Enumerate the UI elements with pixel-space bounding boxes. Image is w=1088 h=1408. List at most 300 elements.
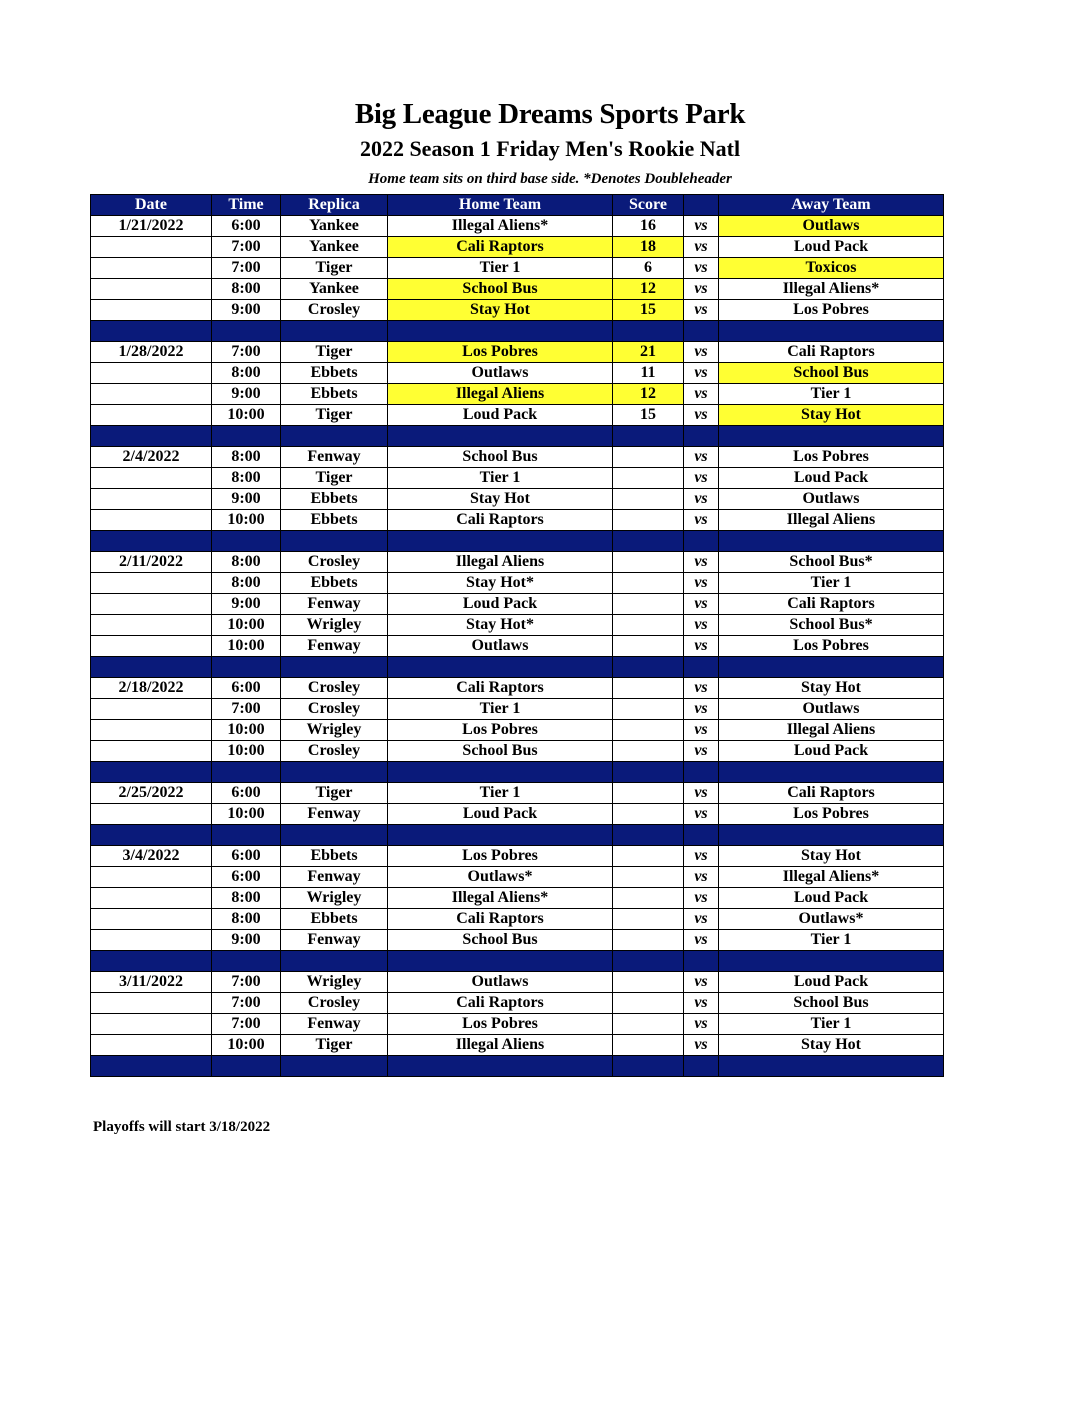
cell-date (91, 720, 212, 741)
separator-cell (613, 1056, 684, 1077)
cell-score (613, 468, 684, 489)
cell-date (91, 1014, 212, 1035)
cell-away-team: Stay Hot (719, 1035, 944, 1056)
week-separator-row (91, 762, 944, 783)
cell-date (91, 510, 212, 531)
cell-home-team: Cali Raptors (388, 678, 613, 699)
cell-home-team: Outlaws (388, 363, 613, 384)
cell-score (613, 552, 684, 573)
cell-home-team: Los Pobres (388, 846, 613, 867)
separator-cell (388, 426, 613, 447)
cell-score (613, 720, 684, 741)
cell-time: 9:00 (212, 384, 281, 405)
cell-replica: Tiger (281, 468, 388, 489)
separator-cell (719, 762, 944, 783)
cell-vs: vs (684, 405, 719, 426)
cell-vs: vs (684, 1014, 719, 1035)
table-row (91, 699, 944, 720)
cell-time: 8:00 (212, 909, 281, 930)
cell-score (613, 510, 684, 531)
cell-vs: vs (684, 258, 719, 279)
playoffs-note: Playoffs will start 3/18/2022 (93, 1119, 271, 1135)
cell-vs: vs (684, 720, 719, 741)
cell-home-team: School Bus (388, 279, 613, 300)
schedule-note: Home team sits on third base side. *Denotes Doubleheader (368, 171, 732, 187)
cell-time: 6:00 (212, 783, 281, 804)
cell-home-team: Stay Hot* (388, 615, 613, 636)
separator-cell (212, 426, 281, 447)
table-row (91, 489, 944, 510)
cell-date (91, 993, 212, 1014)
separator-cell (91, 1056, 212, 1077)
cell-replica: Crosley (281, 699, 388, 720)
separator-cell (613, 762, 684, 783)
cell-vs: vs (684, 972, 719, 993)
table-row (91, 678, 944, 699)
cell-date: 2/11/2022 (91, 552, 212, 573)
separator-cell (388, 1056, 613, 1077)
cell-date: 2/4/2022 (91, 447, 212, 468)
cell-away-team: Loud Pack (719, 888, 944, 909)
cell-home-team: Illegal Aliens (388, 1035, 613, 1056)
cell-time: 8:00 (212, 573, 281, 594)
separator-cell (212, 531, 281, 552)
separator-cell (684, 321, 719, 342)
cell-vs: vs (684, 636, 719, 657)
cell-date (91, 615, 212, 636)
cell-replica: Fenway (281, 1014, 388, 1035)
cell-score (613, 930, 684, 951)
cell-away-team: School Bus* (719, 552, 944, 573)
cell-home-team: Loud Pack (388, 804, 613, 825)
cell-home-team: Illegal Aliens* (388, 216, 613, 237)
cell-vs: vs (684, 1035, 719, 1056)
separator-cell (91, 825, 212, 846)
cell-time: 10:00 (212, 804, 281, 825)
cell-date (91, 363, 212, 384)
cell-time: 8:00 (212, 552, 281, 573)
cell-score: 15 (613, 300, 684, 321)
cell-away-team: Loud Pack (719, 741, 944, 762)
cell-replica: Ebbets (281, 909, 388, 930)
cell-home-team: Outlaws* (388, 867, 613, 888)
cell-home-team: Stay Hot (388, 489, 613, 510)
separator-cell (212, 1056, 281, 1077)
cell-replica: Fenway (281, 594, 388, 615)
cell-away-team: Los Pobres (719, 300, 944, 321)
cell-away-team: Illegal Aliens (719, 720, 944, 741)
cell-vs: vs (684, 468, 719, 489)
cell-time: 9:00 (212, 489, 281, 510)
cell-time: 8:00 (212, 279, 281, 300)
column-header-vs (684, 195, 719, 216)
cell-replica: Ebbets (281, 573, 388, 594)
page-subtitle: 2022 Season 1 Friday Men's Rookie Natl (359, 136, 741, 161)
cell-away-team: Cali Raptors (719, 342, 944, 363)
table-row (91, 510, 944, 531)
separator-cell (91, 657, 212, 678)
table-row (91, 573, 944, 594)
cell-time: 9:00 (212, 594, 281, 615)
cell-score: 6 (613, 258, 684, 279)
separator-cell (91, 321, 212, 342)
cell-vs: vs (684, 804, 719, 825)
cell-vs: vs (684, 678, 719, 699)
table-row (91, 594, 944, 615)
cell-date (91, 279, 212, 300)
table-row (91, 720, 944, 741)
cell-date (91, 804, 212, 825)
cell-home-team: Loud Pack (388, 405, 613, 426)
cell-vs: vs (684, 993, 719, 1014)
cell-vs: vs (684, 489, 719, 510)
cell-home-team: Cali Raptors (388, 909, 613, 930)
cell-vs: vs (684, 909, 719, 930)
separator-cell (91, 951, 212, 972)
table-row (91, 930, 944, 951)
separator-cell (388, 762, 613, 783)
cell-score (613, 489, 684, 510)
table-row (91, 783, 944, 804)
separator-cell (613, 825, 684, 846)
cell-vs: vs (684, 342, 719, 363)
week-separator-row (91, 1056, 944, 1077)
cell-score (613, 699, 684, 720)
cell-away-team: Illegal Aliens (719, 510, 944, 531)
cell-away-team: Loud Pack (719, 237, 944, 258)
table-row (91, 447, 944, 468)
cell-vs: vs (684, 447, 719, 468)
cell-time: 9:00 (212, 300, 281, 321)
cell-time: 7:00 (212, 1014, 281, 1035)
cell-replica: Crosley (281, 741, 388, 762)
column-header-replica: Replica (281, 195, 388, 216)
separator-cell (212, 657, 281, 678)
cell-date: 1/21/2022 (91, 216, 212, 237)
cell-score (613, 636, 684, 657)
separator-cell (719, 1056, 944, 1077)
cell-date (91, 489, 212, 510)
cell-away-team: Illegal Aliens* (719, 279, 944, 300)
cell-vs: vs (684, 699, 719, 720)
cell-score (613, 993, 684, 1014)
cell-score (613, 972, 684, 993)
cell-home-team: Illegal Aliens (388, 384, 613, 405)
cell-score (613, 846, 684, 867)
cell-replica: Ebbets (281, 363, 388, 384)
separator-cell (212, 951, 281, 972)
cell-replica: Crosley (281, 678, 388, 699)
cell-time: 8:00 (212, 888, 281, 909)
separator-cell (91, 426, 212, 447)
cell-score (613, 594, 684, 615)
cell-replica: Wrigley (281, 888, 388, 909)
cell-replica: Yankee (281, 216, 388, 237)
cell-score: 11 (613, 363, 684, 384)
separator-cell (684, 762, 719, 783)
cell-away-team: Cali Raptors (719, 783, 944, 804)
cell-replica: Wrigley (281, 720, 388, 741)
cell-time: 10:00 (212, 720, 281, 741)
column-header-away-team: Away Team (719, 195, 944, 216)
separator-cell (684, 1056, 719, 1077)
cell-score (613, 867, 684, 888)
cell-vs: vs (684, 573, 719, 594)
cell-time: 8:00 (212, 363, 281, 384)
week-separator-row (91, 951, 944, 972)
separator-cell (719, 951, 944, 972)
separator-cell (613, 657, 684, 678)
cell-away-team: School Bus (719, 993, 944, 1014)
cell-replica: Fenway (281, 867, 388, 888)
separator-cell (388, 825, 613, 846)
cell-replica: Tiger (281, 258, 388, 279)
table-header-row (91, 195, 944, 216)
cell-replica: Crosley (281, 993, 388, 1014)
separator-cell (684, 426, 719, 447)
separator-cell (613, 951, 684, 972)
cell-home-team: Tier 1 (388, 699, 613, 720)
cell-time: 7:00 (212, 237, 281, 258)
cell-score (613, 678, 684, 699)
cell-replica: Yankee (281, 237, 388, 258)
cell-home-team: School Bus (388, 741, 613, 762)
table-row (91, 1035, 944, 1056)
cell-replica: Fenway (281, 447, 388, 468)
cell-replica: Tiger (281, 405, 388, 426)
separator-cell (91, 531, 212, 552)
separator-cell (91, 762, 212, 783)
table-row (91, 636, 944, 657)
cell-score (613, 573, 684, 594)
cell-vs: vs (684, 552, 719, 573)
cell-away-team: Cali Raptors (719, 594, 944, 615)
cell-away-team: Tier 1 (719, 930, 944, 951)
cell-away-team: Los Pobres (719, 804, 944, 825)
cell-away-team: Outlaws (719, 489, 944, 510)
cell-score: 21 (613, 342, 684, 363)
cell-replica: Tiger (281, 783, 388, 804)
cell-time: 10:00 (212, 510, 281, 531)
separator-cell (719, 657, 944, 678)
cell-home-team: Illegal Aliens (388, 552, 613, 573)
cell-vs: vs (684, 279, 719, 300)
cell-replica: Crosley (281, 552, 388, 573)
cell-date (91, 930, 212, 951)
table-row (91, 888, 944, 909)
cell-score (613, 1035, 684, 1056)
cell-replica: Ebbets (281, 489, 388, 510)
separator-cell (281, 1056, 388, 1077)
separator-cell (281, 531, 388, 552)
cell-date (91, 909, 212, 930)
cell-time: 7:00 (212, 342, 281, 363)
table-row (91, 1014, 944, 1035)
cell-home-team: Loud Pack (388, 594, 613, 615)
table-row (91, 468, 944, 489)
cell-time: 10:00 (212, 405, 281, 426)
cell-date: 1/28/2022 (91, 342, 212, 363)
table-row (91, 741, 944, 762)
cell-replica: Yankee (281, 279, 388, 300)
cell-away-team: Stay Hot (719, 405, 944, 426)
cell-date (91, 405, 212, 426)
cell-home-team: Tier 1 (388, 468, 613, 489)
cell-date (91, 867, 212, 888)
cell-date (91, 888, 212, 909)
cell-away-team: Outlaws* (719, 909, 944, 930)
separator-cell (388, 657, 613, 678)
cell-home-team: Tier 1 (388, 783, 613, 804)
cell-time: 6:00 (212, 846, 281, 867)
separator-cell (388, 951, 613, 972)
cell-vs: vs (684, 594, 719, 615)
cell-home-team: Cali Raptors (388, 237, 613, 258)
cell-replica: Ebbets (281, 384, 388, 405)
cell-time: 10:00 (212, 741, 281, 762)
separator-cell (613, 426, 684, 447)
separator-cell (281, 951, 388, 972)
cell-vs: vs (684, 216, 719, 237)
cell-home-team: Outlaws (388, 636, 613, 657)
cell-date: 3/11/2022 (91, 972, 212, 993)
cell-score (613, 615, 684, 636)
cell-time: 10:00 (212, 636, 281, 657)
separator-cell (281, 321, 388, 342)
cell-date (91, 573, 212, 594)
cell-time: 6:00 (212, 216, 281, 237)
cell-time: 10:00 (212, 1035, 281, 1056)
separator-cell (613, 321, 684, 342)
cell-home-team: Stay Hot (388, 300, 613, 321)
cell-away-team: Illegal Aliens* (719, 867, 944, 888)
cell-date (91, 258, 212, 279)
schedule-table (90, 194, 944, 1077)
cell-date (91, 237, 212, 258)
column-header-home-team: Home Team (388, 195, 613, 216)
cell-home-team: School Bus (388, 930, 613, 951)
cell-score: 15 (613, 405, 684, 426)
separator-cell (281, 762, 388, 783)
cell-vs: vs (684, 867, 719, 888)
cell-score (613, 909, 684, 930)
cell-home-team: Cali Raptors (388, 993, 613, 1014)
cell-date (91, 468, 212, 489)
week-separator-row (91, 825, 944, 846)
cell-away-team: Outlaws (719, 699, 944, 720)
cell-date (91, 300, 212, 321)
separator-cell (281, 825, 388, 846)
separator-cell (388, 321, 613, 342)
cell-home-team: Los Pobres (388, 1014, 613, 1035)
column-header-score: Score (613, 195, 684, 216)
cell-away-team: School Bus (719, 363, 944, 384)
cell-away-team: Outlaws (719, 216, 944, 237)
cell-replica: Fenway (281, 804, 388, 825)
cell-date (91, 741, 212, 762)
cell-replica: Tiger (281, 342, 388, 363)
table-row (91, 972, 944, 993)
cell-replica: Fenway (281, 636, 388, 657)
cell-vs: vs (684, 846, 719, 867)
cell-away-team: School Bus* (719, 615, 944, 636)
separator-cell (613, 531, 684, 552)
cell-score (613, 741, 684, 762)
table-row (91, 846, 944, 867)
column-header-time: Time (212, 195, 281, 216)
table-row (91, 867, 944, 888)
cell-home-team: Illegal Aliens* (388, 888, 613, 909)
cell-time: 9:00 (212, 930, 281, 951)
cell-away-team: Loud Pack (719, 972, 944, 993)
cell-date: 3/4/2022 (91, 846, 212, 867)
table-row (91, 909, 944, 930)
week-separator-row (91, 426, 944, 447)
table-row (91, 384, 944, 405)
cell-away-team: Tier 1 (719, 1014, 944, 1035)
cell-score: 12 (613, 279, 684, 300)
cell-home-team: Los Pobres (388, 342, 613, 363)
cell-away-team: Tier 1 (719, 384, 944, 405)
cell-vs: vs (684, 615, 719, 636)
cell-time: 8:00 (212, 468, 281, 489)
cell-date (91, 384, 212, 405)
cell-replica: Crosley (281, 300, 388, 321)
cell-away-team: Los Pobres (719, 636, 944, 657)
cell-away-team: Tier 1 (719, 573, 944, 594)
cell-replica: Fenway (281, 930, 388, 951)
cell-vs: vs (684, 363, 719, 384)
cell-time: 10:00 (212, 615, 281, 636)
table-row (91, 279, 944, 300)
separator-cell (281, 657, 388, 678)
cell-vs: vs (684, 510, 719, 531)
cell-score: 16 (613, 216, 684, 237)
separator-cell (212, 321, 281, 342)
table-row (91, 300, 944, 321)
table-row (91, 993, 944, 1014)
cell-away-team: Toxicos (719, 258, 944, 279)
table-row (91, 405, 944, 426)
cell-time: 7:00 (212, 993, 281, 1014)
cell-home-team: Cali Raptors (388, 510, 613, 531)
cell-score (613, 447, 684, 468)
cell-score: 18 (613, 237, 684, 258)
cell-time: 7:00 (212, 699, 281, 720)
table-row (91, 237, 944, 258)
cell-time: 6:00 (212, 867, 281, 888)
cell-replica: Wrigley (281, 972, 388, 993)
separator-cell (719, 321, 944, 342)
separator-cell (684, 951, 719, 972)
separator-cell (684, 531, 719, 552)
cell-vs: vs (684, 237, 719, 258)
cell-home-team: Stay Hot* (388, 573, 613, 594)
week-separator-row (91, 657, 944, 678)
cell-away-team: Stay Hot (719, 678, 944, 699)
week-separator-row (91, 321, 944, 342)
cell-date (91, 594, 212, 615)
cell-home-team: School Bus (388, 447, 613, 468)
table-row (91, 216, 944, 237)
separator-cell (684, 657, 719, 678)
cell-score (613, 888, 684, 909)
separator-cell (212, 825, 281, 846)
schedule-body (91, 216, 944, 1077)
cell-vs: vs (684, 888, 719, 909)
cell-date (91, 636, 212, 657)
table-row (91, 342, 944, 363)
